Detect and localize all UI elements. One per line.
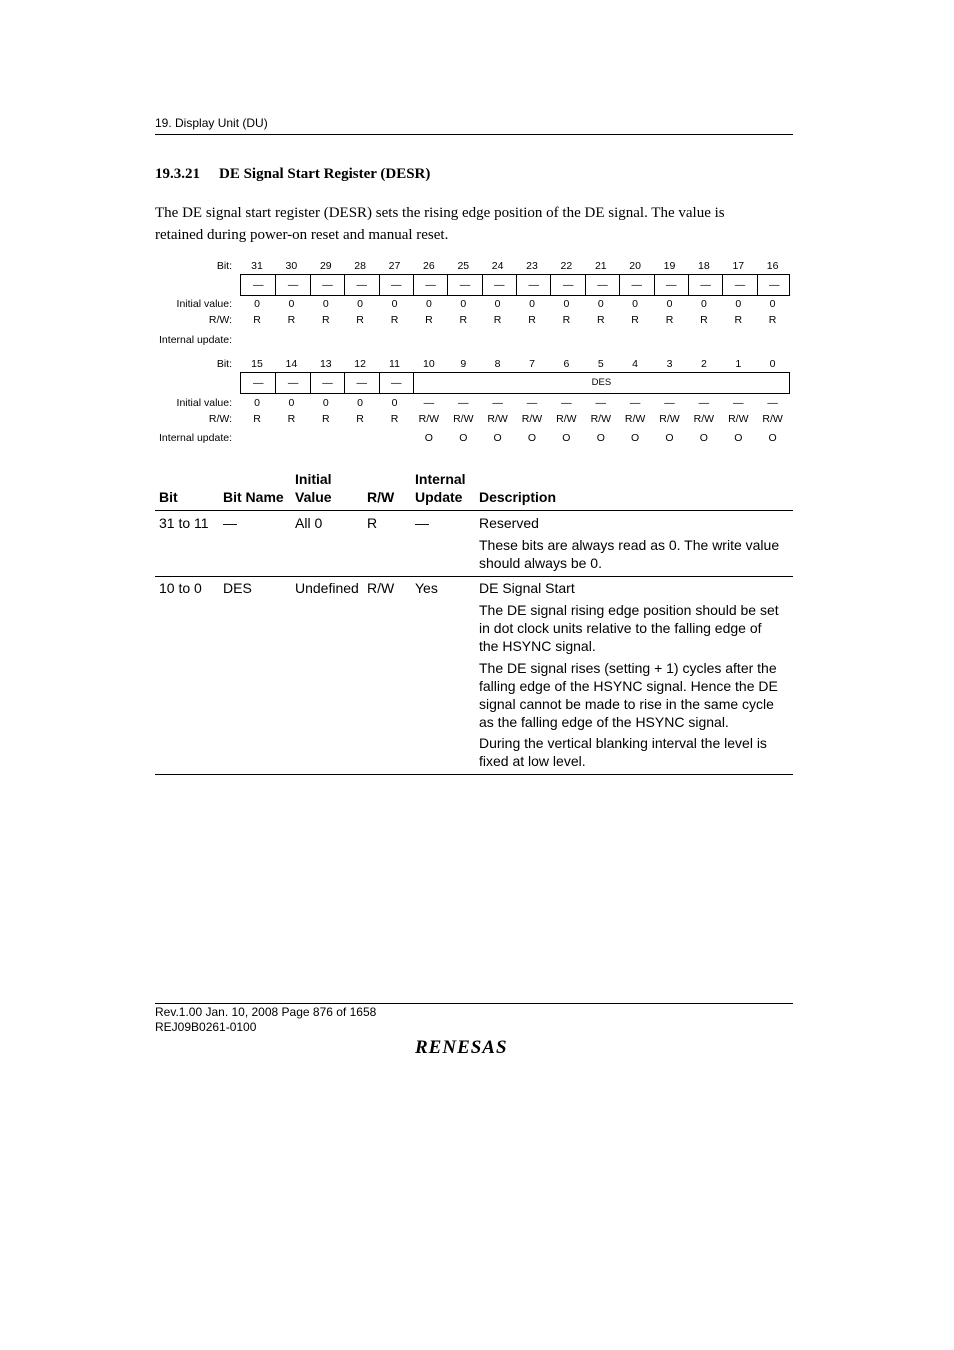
- internal-update-value: O: [424, 432, 433, 444]
- initial-value: 0: [254, 397, 260, 409]
- field-cell: —: [344, 373, 378, 393]
- internal-update-value: O: [631, 432, 640, 444]
- bit-number: 17: [732, 260, 745, 272]
- field-cell: —: [252, 279, 264, 291]
- field-cell: —: [344, 275, 378, 295]
- rw-value: R/W: [659, 413, 680, 425]
- field-cell: —: [310, 373, 344, 393]
- page-footer: [155, 1005, 376, 1035]
- bit-number: 18: [698, 260, 710, 272]
- initial-value: 0: [322, 298, 329, 310]
- row-label-rw: R/W:: [208, 413, 232, 425]
- initial-value: 0: [425, 298, 432, 310]
- field-cell: —: [516, 275, 550, 295]
- bit-number: 25: [457, 260, 470, 272]
- bit-number: 10: [423, 358, 435, 370]
- field-cell: —: [447, 275, 481, 295]
- bit-number: 29: [319, 260, 332, 272]
- col-header-initial: Initial: [295, 471, 332, 487]
- rw-value: R: [390, 413, 399, 425]
- col-header-rw: R/W: [367, 489, 395, 505]
- row-label-bit: Bit:: [216, 260, 232, 272]
- table-rule: [155, 510, 793, 511]
- row-label-bit: Bit:: [216, 358, 232, 370]
- internal-update-value: O: [562, 432, 571, 444]
- rw-value: R: [493, 314, 502, 326]
- row2-desc-title: DE Signal Start: [479, 580, 575, 596]
- rw-value: R: [253, 413, 261, 425]
- bit-number: 22: [560, 260, 573, 272]
- internal-update-value: O: [768, 432, 777, 444]
- initial-value: —: [664, 397, 675, 409]
- col-header-description: Description: [479, 489, 557, 505]
- field-cell: —: [722, 275, 756, 295]
- rw-value: R: [665, 314, 674, 326]
- bit-number: 0: [769, 358, 776, 370]
- internal-update-value: O: [734, 432, 743, 444]
- row1-initial: All 0: [295, 515, 323, 531]
- initial-value: 0: [494, 298, 501, 310]
- table-rule: [155, 576, 793, 577]
- field-cell: —: [275, 373, 309, 393]
- rw-value: R: [253, 314, 261, 326]
- col-header-value: Value: [295, 489, 332, 505]
- initial-value: —: [733, 397, 744, 409]
- bit-number: 6: [563, 358, 570, 370]
- register-field-box: [240, 372, 790, 394]
- row1-bit-name: —: [223, 515, 237, 531]
- field-cell: —: [654, 275, 688, 295]
- row2-initial: Undefined: [295, 580, 359, 596]
- initial-value: 0: [529, 298, 535, 310]
- footer-rule: [155, 1003, 793, 1004]
- field-des: DES: [413, 373, 789, 393]
- row2-bit: 10 to 0: [159, 580, 202, 596]
- rw-value: R: [356, 413, 364, 425]
- register-field-box: [240, 274, 790, 296]
- internal-update-value: O: [527, 432, 537, 444]
- field-cell: —: [550, 275, 584, 295]
- bit-number: 26: [423, 260, 435, 272]
- initial-value: 0: [666, 298, 673, 310]
- rw-value: R: [287, 314, 296, 326]
- row1-internal: —: [415, 515, 429, 531]
- col-header-update: Update: [415, 489, 463, 505]
- internal-update-value: O: [596, 432, 605, 444]
- col-header-internal: Internal: [415, 471, 466, 487]
- field-cell: —: [310, 275, 344, 295]
- bit-number: 15: [251, 358, 263, 370]
- row1-bit: 31 to 11: [159, 515, 209, 531]
- bit-number: 30: [285, 260, 298, 272]
- col-header-bit-name: Bit Name: [223, 489, 284, 505]
- initial-value: —: [492, 397, 503, 409]
- rw-value: R: [322, 413, 330, 425]
- bit-number: 24: [491, 260, 504, 272]
- rw-value: R: [287, 413, 296, 425]
- row-label-internal-update: Internal update:: [159, 432, 232, 444]
- rw-value: R: [322, 314, 330, 326]
- rw-value: R/W: [728, 413, 749, 425]
- row-label-internal-update: Internal update:: [159, 334, 232, 346]
- bit-number: 12: [354, 358, 366, 370]
- initial-value: 0: [700, 298, 707, 310]
- bit-number: 1: [735, 358, 742, 370]
- field-cell: —: [379, 275, 413, 295]
- rw-value: R/W: [521, 413, 543, 425]
- initial-value: 0: [288, 298, 295, 310]
- section-heading: DE Signal Start Register (DESR): [219, 166, 431, 182]
- initial-value: —: [526, 397, 538, 409]
- rw-value: R: [768, 314, 777, 326]
- row2-bit-name: DES: [223, 580, 252, 596]
- bit-number: 4: [632, 358, 639, 370]
- initial-value: —: [458, 397, 469, 409]
- renesas-logo-text: RENESAS: [415, 1037, 508, 1057]
- rw-value: R/W: [624, 413, 646, 425]
- rw-value: R/W: [590, 413, 611, 425]
- rw-value: R/W: [453, 413, 474, 425]
- rw-value: R/W: [556, 413, 577, 425]
- row2-rw: R/W: [367, 580, 395, 596]
- bit-number: 27: [388, 260, 401, 272]
- rw-value: R: [459, 314, 468, 326]
- row2-desc-text: The DE signal rising edge position should be set in dot clock units relative to the falling edge of the HSYNC signal.: [479, 602, 779, 654]
- bit-number: 19: [663, 260, 676, 272]
- bit-number: 2: [700, 358, 707, 370]
- initial-value: —: [595, 397, 607, 409]
- intro-line: retained during power-on reset and manual reset.: [155, 227, 449, 243]
- row-label-initial-value: Initial value:: [176, 397, 232, 409]
- rw-value: R/W: [762, 413, 783, 425]
- initial-value: 0: [597, 298, 604, 310]
- footer-docnum: REJ09B0261-0100: [155, 1020, 257, 1034]
- row1-desc-title: Reserved: [479, 515, 539, 531]
- row2-desc-text: During the vertical blanking interval the level is fixed at low level.: [479, 735, 767, 769]
- renesas-logo: [415, 1035, 535, 1062]
- intro-paragraph: [155, 202, 795, 246]
- row-label-rw: R/W:: [208, 314, 232, 326]
- initial-value: 0: [632, 298, 639, 310]
- rw-value: R/W: [418, 413, 440, 425]
- table-rule: [155, 774, 793, 775]
- initial-value: 0: [357, 298, 364, 310]
- bit-number: 3: [666, 358, 673, 370]
- bit-number: 8: [494, 358, 501, 370]
- rw-value: R: [597, 314, 605, 326]
- bit-number: 21: [594, 260, 607, 272]
- footer-revision: Rev.1.00 Jan. 10, 2008 Page 876 of 1658: [155, 1005, 377, 1019]
- initial-value: 0: [254, 298, 260, 310]
- section-title: [155, 166, 430, 183]
- initial-value: —: [561, 397, 572, 409]
- bit-number: 7: [529, 358, 535, 370]
- col-header-bit: Bit: [159, 489, 178, 505]
- initial-value: 0: [735, 298, 742, 310]
- rw-value: R: [734, 314, 743, 326]
- field-cell: —: [688, 275, 722, 295]
- initial-value: —: [629, 397, 641, 409]
- section-number: 19.3.21: [155, 166, 200, 182]
- row2-internal: Yes: [415, 580, 438, 596]
- initial-value: 0: [357, 397, 364, 409]
- internal-update-value: O: [493, 432, 502, 444]
- internal-update-value: O: [699, 432, 708, 444]
- rw-value: R: [528, 314, 536, 326]
- field-cell: —: [585, 275, 619, 295]
- bit-number: 31: [251, 260, 263, 272]
- bit-number: 11: [389, 358, 400, 370]
- rw-value: R: [562, 314, 571, 326]
- rw-value: R/W: [487, 413, 508, 425]
- initial-value: 0: [391, 397, 398, 409]
- bit-number: 13: [319, 358, 332, 370]
- rw-value: R/W: [693, 413, 715, 425]
- field-cell: —: [619, 275, 653, 295]
- row-label-initial-value: Initial value:: [176, 298, 232, 310]
- bit-number: 28: [354, 260, 366, 272]
- row2-desc-text: The DE signal rises (setting + 1) cycles after the falling edge of the HSYNC signal. Hence the DE signal cannot be made to rise in the same cycle as the falling edge of the HSYNC signal.: [479, 660, 778, 730]
- bit-number: 16: [766, 260, 779, 272]
- initial-value: 0: [460, 298, 467, 310]
- field-cell: —: [757, 275, 791, 295]
- row1-desc-text: These bits are always read as 0. The write value should always be 0.: [479, 537, 780, 571]
- field-cell: —: [482, 275, 516, 295]
- bit-number: 5: [597, 358, 604, 370]
- bit-number: 23: [526, 260, 538, 272]
- field-cell: —: [379, 373, 413, 393]
- initial-value: —: [423, 397, 435, 409]
- rw-value: R: [425, 314, 433, 326]
- initial-value: 0: [563, 298, 570, 310]
- rw-value: R: [356, 314, 364, 326]
- row1-rw: R: [367, 515, 378, 531]
- rw-value: R: [390, 314, 399, 326]
- rw-value: R: [631, 314, 639, 326]
- bit-number: 20: [629, 260, 641, 272]
- initial-value: 0: [288, 397, 295, 409]
- field-cell: —: [275, 275, 309, 295]
- initial-value: —: [767, 397, 778, 409]
- internal-update-value: O: [459, 432, 468, 444]
- bit-number: 14: [285, 358, 298, 370]
- header-rule: [155, 134, 793, 135]
- renesas-logo-mark: [415, 1035, 535, 1057]
- running-header: 19. Display Unit (DU): [155, 116, 268, 130]
- initial-value: 0: [769, 298, 776, 310]
- bit-number: 9: [460, 358, 467, 370]
- intro-line: The DE signal start register (DESR) sets the rising edge position of the DE signal. The value is: [155, 205, 725, 221]
- field-cell: —: [413, 275, 447, 295]
- rw-value: R: [700, 314, 708, 326]
- initial-value: —: [698, 397, 710, 409]
- initial-value: 0: [322, 397, 329, 409]
- internal-update-value: O: [665, 432, 674, 444]
- field-cell: —: [252, 377, 264, 389]
- initial-value: 0: [391, 298, 398, 310]
